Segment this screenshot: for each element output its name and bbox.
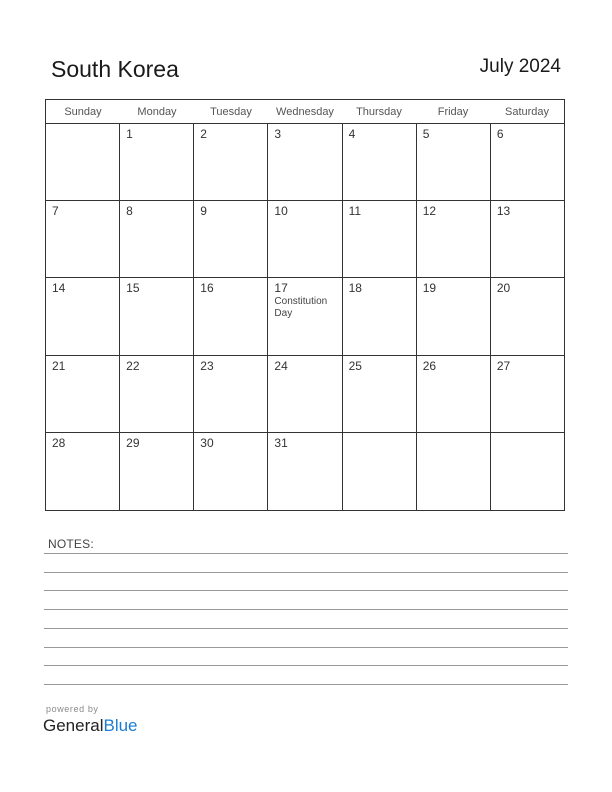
- note-line: [44, 684, 568, 685]
- day-cell: [120, 356, 194, 432]
- day-number: 11: [348, 204, 362, 219]
- day-cell: [491, 356, 564, 432]
- note-line: [44, 647, 568, 648]
- week-row: [46, 124, 564, 201]
- day-cell: [491, 124, 564, 200]
- day-cell: [46, 278, 120, 354]
- day-number: 25: [348, 358, 362, 373]
- day-number: 31: [274, 435, 288, 450]
- day-number: 30: [200, 435, 214, 450]
- day-number: 6: [496, 127, 504, 141]
- week-row: [46, 278, 564, 355]
- notes-label: NOTES:: [48, 537, 94, 551]
- weekday-label: Thursday: [356, 106, 402, 118]
- day-cell: [343, 278, 417, 354]
- day-cell: [343, 356, 417, 432]
- day-number: 29: [126, 435, 140, 450]
- day-number: 19: [422, 281, 437, 296]
- day-cell: [343, 124, 417, 200]
- day-number: 22: [126, 358, 140, 373]
- calendar-header: [51, 54, 561, 84]
- day-number: 5: [422, 127, 430, 141]
- weekday-label: Wednesday: [276, 106, 334, 118]
- day-cell: [194, 278, 268, 354]
- day-cell: [120, 201, 194, 277]
- note-line: [44, 572, 568, 573]
- day-cell: [417, 356, 491, 432]
- day-cell: [194, 433, 268, 510]
- weekday-header-row: [46, 100, 564, 124]
- day-number: 17: [274, 281, 288, 296]
- day-cell: [491, 433, 564, 510]
- day-cell: [417, 201, 491, 277]
- weekday-label: Friday: [437, 106, 469, 118]
- day-number: 9: [200, 204, 207, 219]
- note-line: [44, 553, 568, 554]
- country-title: South Korea: [51, 56, 179, 82]
- day-cell: [343, 201, 417, 277]
- weekday-label: Monday: [137, 106, 177, 118]
- day-cell: [194, 124, 268, 200]
- day-cell: [491, 201, 564, 277]
- powered-by-text: powered by: [46, 704, 99, 714]
- day-number: 27: [496, 358, 511, 373]
- day-number: 3: [274, 127, 282, 141]
- day-number: 28: [52, 435, 66, 450]
- weekday-label: Tuesday: [210, 106, 252, 118]
- day-cell: [268, 356, 342, 432]
- day-cell: [268, 201, 342, 277]
- day-number: 18: [348, 281, 362, 296]
- brand-general: General: [43, 716, 104, 735]
- day-cell: [343, 433, 417, 510]
- generalblue-logo[interactable]: [43, 716, 138, 736]
- weekday-label: Saturday: [504, 106, 550, 118]
- day-number: 7: [52, 204, 59, 219]
- day-cell: [120, 278, 194, 354]
- day-cell: [417, 278, 491, 354]
- day-number: 12: [422, 204, 437, 219]
- day-number: 10: [274, 204, 288, 219]
- note-line: [44, 628, 568, 629]
- day-cell: [194, 356, 268, 432]
- holiday-label: Constitution Day: [274, 296, 328, 320]
- day-number: 1: [126, 127, 133, 141]
- day-number: 8: [126, 204, 133, 219]
- day-cell: [268, 278, 342, 354]
- day-cell: [120, 433, 194, 510]
- day-cell: [491, 278, 564, 354]
- week-row: [46, 356, 564, 433]
- day-cell: [194, 201, 268, 277]
- week-row: [46, 201, 564, 278]
- day-number: 2: [200, 127, 207, 141]
- day-cell: [46, 356, 120, 432]
- weekday-label: Sunday: [64, 106, 102, 118]
- day-cell: [46, 201, 120, 277]
- day-number: 21: [52, 358, 66, 373]
- day-cell: [268, 433, 342, 510]
- day-number: 24: [274, 358, 288, 373]
- day-cell: [417, 433, 491, 510]
- note-line: [44, 609, 568, 610]
- day-number: 23: [200, 358, 214, 373]
- day-number: 15: [126, 281, 140, 296]
- day-cell: [417, 124, 491, 200]
- day-cell: [120, 124, 194, 200]
- calendar-grid: [45, 99, 565, 511]
- day-cell: [46, 124, 120, 200]
- note-line: [44, 665, 568, 666]
- day-number: 16: [200, 281, 214, 296]
- day-number: 4: [348, 127, 356, 141]
- day-number: 20: [496, 281, 511, 296]
- day-cell: [46, 433, 120, 510]
- day-number: 14: [52, 281, 66, 296]
- note-line: [44, 590, 568, 591]
- day-number: 13: [496, 204, 511, 219]
- month-title: July 2024: [479, 56, 561, 77]
- day-cell: [268, 124, 342, 200]
- calendar-weeks: [46, 124, 564, 510]
- week-row: [46, 433, 564, 510]
- day-number: 26: [422, 358, 437, 373]
- brand-blue: Blue: [103, 716, 138, 735]
